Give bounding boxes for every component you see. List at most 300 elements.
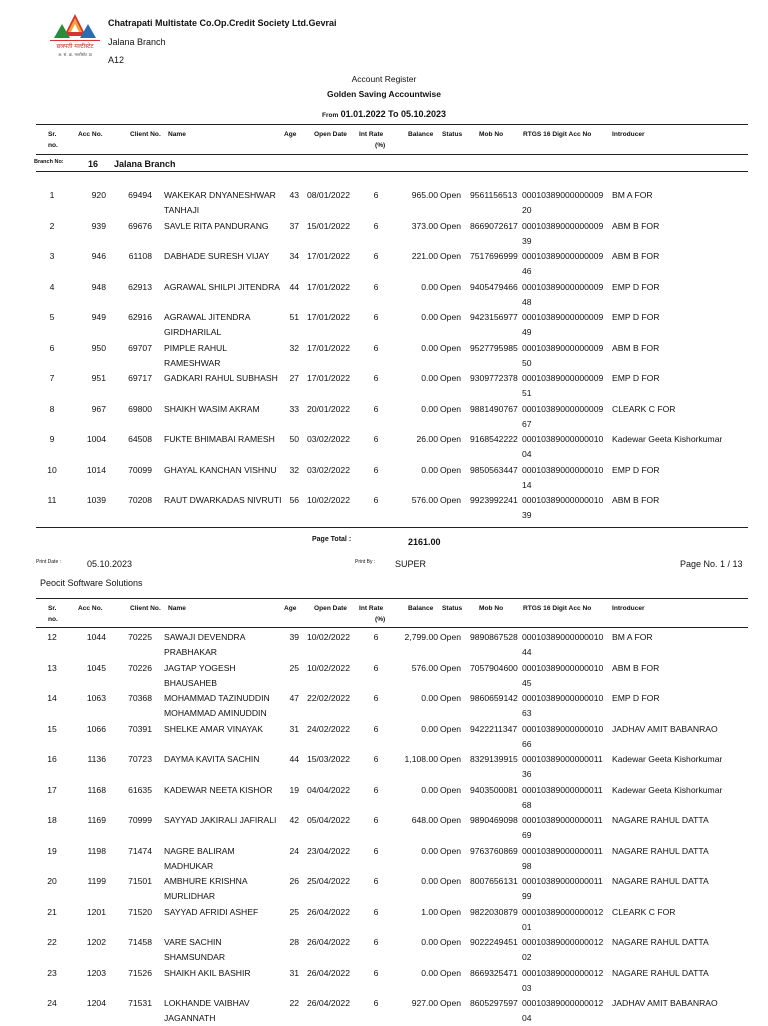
cell-status: Open <box>440 815 462 825</box>
cell-name: VARE SACHIN SHAMSUNDAR <box>164 937 226 962</box>
range-dates: 01.01.2022 To 05.10.2023 <box>340 109 447 119</box>
cell-acc: 1136 <box>87 754 106 764</box>
cell-bal: 1,108.00 <box>404 754 438 764</box>
table-row <box>0 341 768 371</box>
cell-int: 6 <box>373 754 379 764</box>
cell-sr: 2 <box>49 220 55 231</box>
cell-bal: 0.00 <box>421 967 438 978</box>
cell-client: 71474 <box>128 845 152 856</box>
cell-bal: 576.00 <box>411 662 438 673</box>
cell-mob: 9561156513 <box>470 190 518 200</box>
col2-bal: Balance <box>408 605 434 612</box>
cell-open: 17/01/2022 <box>306 342 350 353</box>
cell-int: 6 <box>373 967 379 978</box>
cell-int: 6 <box>373 434 379 444</box>
branch-code: A12 <box>108 55 125 65</box>
cell-open: 20/01/2022 <box>306 403 350 414</box>
cell-mob: 9890469098 <box>470 815 518 825</box>
cell-int: 6 <box>373 495 379 505</box>
cell-acc: 967 <box>91 403 106 414</box>
cell-rtgs: 0001038900000001136 <box>522 754 603 779</box>
col-name: Name <box>168 131 186 138</box>
cell-int: 6 <box>373 784 379 795</box>
col-age: Age <box>284 131 297 138</box>
cell-sr: 24 <box>47 998 57 1008</box>
cell-age: 33 <box>289 403 299 414</box>
cell-sr: 17 <box>47 784 57 795</box>
cell-bal: 0.00 <box>421 723 438 734</box>
cell-client: 70391 <box>128 723 152 734</box>
cell-intro: NAGARE RAHUL DATTA <box>612 815 709 825</box>
page-total-rule <box>36 527 748 528</box>
cell-age: 37 <box>289 220 299 231</box>
cell-sr: 18 <box>47 815 57 825</box>
cell-mob: 8007656131 <box>470 876 518 886</box>
col-rtgs: RTGS 16 Digit Acc No <box>523 131 592 138</box>
col2-int2: (%) <box>375 616 386 623</box>
cell-status: Open <box>440 937 462 947</box>
cell-acc: 1004 <box>86 434 106 444</box>
cell-name: MOHAMMAD TAZINUDDIN MOHAMMAD AMINUDDIN <box>164 693 270 718</box>
cell-name: JAGTAP YOGESH BHAUSAHEB <box>164 662 236 688</box>
cell-client: 69707 <box>128 342 152 353</box>
cell-sr: 19 <box>47 845 57 856</box>
table-row <box>0 813 768 843</box>
cell-status: Open <box>440 967 462 978</box>
cell-status: Open <box>440 464 462 475</box>
report-range <box>0 109 768 119</box>
cell-bal: 927.00 <box>411 998 438 1008</box>
cell-name: NAGRE BALIRAM MADHUKAR <box>164 845 235 871</box>
col2-name: Name <box>168 605 186 612</box>
cell-age: 25 <box>289 662 299 673</box>
cell-rtgs: 0001038900000001202 <box>522 937 604 962</box>
cell-sr: 9 <box>49 434 55 444</box>
cell-name: AGRAWAL SHILPI JITENDRA <box>164 281 281 292</box>
col-sr2: no. <box>48 142 58 149</box>
cell-rtgs: 0001038900000001044 <box>522 632 604 657</box>
society-logo <box>44 12 106 62</box>
cell-int: 6 <box>373 662 379 673</box>
cell-bal: 0.00 <box>421 373 438 383</box>
cell-age: 24 <box>289 845 299 856</box>
cell-intro: NAGARE RAHUL DATTA <box>612 967 709 978</box>
cell-int: 6 <box>373 312 379 322</box>
cell-client: 71458 <box>128 937 152 947</box>
cell-rtgs: 0001038900000000949 <box>522 312 604 337</box>
col-acc: Acc No. <box>78 131 103 138</box>
cell-client: 70368 <box>128 693 152 703</box>
cell-open: 26/04/2022 <box>306 998 350 1008</box>
cell-rtgs: 0001038900000000939 <box>522 220 604 246</box>
cell-mob: 9168542222 <box>470 434 518 444</box>
cell-intro: ABM B FOR <box>612 662 660 673</box>
cell-sr: 3 <box>49 251 55 261</box>
logo-subtext: अ. सं. क्र. मल्टीस्टेट प्रा <box>58 52 92 57</box>
logo-text: छत्रपती मल्टीस्टेट <box>56 43 94 50</box>
table-row <box>0 219 768 249</box>
cell-name: WAKEKAR DNYANESHWAR TANHAJI <box>164 190 276 215</box>
cell-sr: 20 <box>47 876 57 886</box>
cell-open: 08/01/2022 <box>306 190 350 200</box>
col2-status: Status <box>442 605 463 612</box>
cell-mob: 9850563447 <box>470 464 518 475</box>
cell-rtgs: 0001038900000001198 <box>522 845 603 871</box>
cell-age: 19 <box>289 784 299 795</box>
cell-client: 64508 <box>128 434 152 444</box>
cell-open: 03/02/2022 <box>306 464 350 475</box>
cell-acc: 948 <box>91 281 106 292</box>
col2-mob: Mob No <box>479 605 504 612</box>
cell-intro: EMP D FOR <box>612 464 660 475</box>
cell-open: 03/02/2022 <box>306 434 350 444</box>
cell-rtgs: 0001038900000001204 <box>522 998 604 1023</box>
cell-bal: 26.00 <box>416 434 438 444</box>
table-row <box>0 432 768 462</box>
cell-client: 70226 <box>128 662 152 673</box>
range-prefix: From <box>321 112 339 119</box>
cell-open: 17/01/2022 <box>306 251 350 261</box>
cell-age: 32 <box>289 342 299 353</box>
cell-intro: Kadewar Geeta Kishorkumar <box>612 434 723 444</box>
cell-mob: 9405479466 <box>470 281 518 292</box>
cell-name: DABHADE SURESH VIJAY <box>164 251 270 261</box>
cell-client: 69676 <box>128 220 152 231</box>
cell-status: Open <box>440 342 462 353</box>
cell-age: 44 <box>289 281 299 292</box>
cell-sr: 16 <box>47 754 57 764</box>
cell-mob: 9890867528 <box>470 632 518 642</box>
cell-age: 25 <box>289 906 299 917</box>
cell-acc: 1066 <box>86 723 106 734</box>
cell-status: Open <box>440 784 462 795</box>
cell-client: 70999 <box>128 815 152 825</box>
header-top-rule <box>36 124 748 125</box>
cell-bal: 221.00 <box>411 251 438 261</box>
table-row <box>0 188 768 218</box>
cell-bal: 0.00 <box>421 342 438 353</box>
cell-age: 22 <box>289 998 299 1008</box>
cell-open: 22/02/2022 <box>306 693 350 703</box>
cell-bal: 2,799.00 <box>404 632 438 642</box>
cell-status: Open <box>440 251 462 261</box>
cell-age: 27 <box>289 373 299 383</box>
cell-age: 47 <box>289 693 299 703</box>
header-bottom-rule <box>36 154 748 155</box>
col2-acc: Acc No. <box>78 605 103 612</box>
cell-sr: 10 <box>47 464 57 475</box>
table-row <box>0 463 768 493</box>
cell-int: 6 <box>373 845 379 856</box>
cell-sr: 6 <box>49 342 55 353</box>
cell-int: 6 <box>373 220 379 231</box>
cell-int: 6 <box>373 937 379 947</box>
cell-rtgs: 0001038900000001168 <box>522 784 603 810</box>
cell-acc: 1199 <box>87 876 106 886</box>
org-name: Chatrapati Multistate Co.Op.Credit Society Ltd.Gevrai <box>108 18 337 28</box>
cell-int: 6 <box>373 403 379 414</box>
cell-age: 42 <box>289 815 299 825</box>
cell-age: 26 <box>289 876 299 886</box>
cell-acc: 1039 <box>86 495 106 505</box>
table-row <box>0 402 768 432</box>
cell-mob: 9423156977 <box>470 312 518 322</box>
print-date: 05.10.2023 <box>87 559 133 569</box>
table-row <box>0 722 768 752</box>
cell-bal: 965.00 <box>411 190 438 200</box>
cell-bal: 0.00 <box>421 937 438 947</box>
cell-intro: EMP D FOR <box>612 312 660 322</box>
cell-intro: EMP D FOR <box>612 693 660 703</box>
cell-client: 71520 <box>128 906 152 917</box>
cell-mob: 9422211347 <box>470 723 518 734</box>
cell-acc: 1063 <box>86 693 106 703</box>
cell-int: 6 <box>373 464 379 475</box>
cell-status: Open <box>440 723 462 734</box>
report-subtitle: Golden Saving Accountwise <box>327 89 441 99</box>
cell-age: 32 <box>289 464 299 475</box>
table-row <box>0 630 768 660</box>
cell-name: AMBHURE KRISHNA MURLIDHAR <box>164 876 248 901</box>
cell-int: 6 <box>373 251 379 261</box>
cell-sr: 4 <box>49 281 55 292</box>
table-row <box>0 310 768 340</box>
cell-intro: Kadewar Geeta Kishorkumar <box>612 754 723 764</box>
cell-name: LOKHANDE VAIBHAV JAGANNATH <box>164 998 250 1023</box>
branch-no-value: 16 <box>88 159 99 169</box>
print-by-label: Print By : <box>355 559 376 565</box>
cell-bal: 0.00 <box>421 784 438 795</box>
cell-acc: 1168 <box>87 784 106 795</box>
table-row <box>0 966 768 996</box>
cell-client: 69800 <box>128 403 152 414</box>
cell-rtgs: 0001038900000001201 <box>522 906 604 932</box>
cell-acc: 1198 <box>87 845 106 856</box>
cell-rtgs: 0001038900000001203 <box>522 967 604 993</box>
cell-acc: 1044 <box>86 632 106 642</box>
cell-name: SHAIKH AKIL BASHIR <box>164 967 251 978</box>
col-int: Int Rate <box>359 131 384 138</box>
cell-status: Open <box>440 312 462 322</box>
table-row <box>0 935 768 965</box>
col-mob: Mob No <box>479 131 504 138</box>
page-total-value: 2161.00 <box>408 537 441 547</box>
cell-mob: 7517696999 <box>470 251 518 261</box>
cell-bal: 1.00 <box>421 906 438 917</box>
cell-intro: EMP D FOR <box>612 373 660 383</box>
header2-bottom-rule <box>36 627 748 628</box>
cell-mob: 8605297597 <box>470 998 518 1008</box>
cell-mob: 7057904600 <box>470 662 518 673</box>
cell-bal: 0.00 <box>421 281 438 292</box>
col2-sr: Sr. <box>48 605 57 612</box>
cell-open: 04/04/2022 <box>306 784 350 795</box>
cell-rtgs: 0001038900000000951 <box>522 373 604 398</box>
cell-intro: CLEARK C FOR <box>612 906 676 917</box>
table-row <box>0 691 768 721</box>
cell-open: 26/04/2022 <box>306 937 350 947</box>
col-open: Open Date <box>314 131 347 138</box>
cell-status: Open <box>440 373 462 383</box>
table-row <box>0 996 768 1026</box>
cell-status: Open <box>440 754 462 764</box>
cell-sr: 22 <box>47 937 57 947</box>
cell-mob: 9403500081 <box>470 784 518 795</box>
cell-open: 10/02/2022 <box>306 495 350 505</box>
col2-intro: Introducer <box>612 605 645 612</box>
cell-sr: 12 <box>47 632 57 642</box>
cell-age: 51 <box>289 312 299 322</box>
cell-bal: 576.00 <box>411 495 438 505</box>
column-header <box>0 130 768 156</box>
cell-int: 6 <box>373 693 379 703</box>
cell-name: DAYMA KAVITA SACHIN <box>164 754 260 764</box>
cell-int: 6 <box>373 632 379 642</box>
cell-bal: 648.00 <box>411 815 438 825</box>
cell-int: 6 <box>373 190 379 200</box>
cell-age: 50 <box>289 434 299 444</box>
cell-client: 62916 <box>128 312 152 322</box>
cell-open: 10/02/2022 <box>306 662 350 673</box>
cell-mob: 8329139915 <box>470 754 518 764</box>
cell-mob: 9923992241 <box>470 495 518 505</box>
cell-acc: 1045 <box>86 662 106 673</box>
cell-client: 70099 <box>128 464 152 475</box>
cell-open: 26/04/2022 <box>306 906 350 917</box>
cell-status: Open <box>440 632 462 642</box>
table-row <box>0 905 768 935</box>
cell-acc: 1203 <box>86 967 106 978</box>
cell-acc: 1204 <box>86 998 106 1008</box>
col2-int: Int Rate <box>359 605 384 612</box>
cell-rtgs: 0001038900000000920 <box>522 190 604 215</box>
table-row <box>0 874 768 904</box>
cell-rtgs: 0001038900000000948 <box>522 281 604 307</box>
cell-client: 69717 <box>128 373 152 383</box>
cell-acc: 946 <box>91 251 106 261</box>
cell-acc: 920 <box>91 190 106 200</box>
cell-name: RAUT DWARKADAS NIVRUTI <box>164 495 282 505</box>
cell-client: 62913 <box>128 281 152 292</box>
cell-int: 6 <box>373 373 379 383</box>
cell-rtgs: 0001038900000001066 <box>522 723 604 749</box>
cell-acc: 1014 <box>86 464 106 475</box>
table-row <box>0 371 768 401</box>
cell-name: PIMPLE RAHUL RAMESHWAR <box>164 342 227 368</box>
cell-mob: 9822030879 <box>470 906 518 917</box>
cell-open: 25/04/2022 <box>306 876 350 886</box>
cell-status: Open <box>440 906 462 917</box>
branch-no-name: Jalana Branch <box>114 159 176 169</box>
header2-top-rule <box>36 598 748 599</box>
cell-status: Open <box>440 662 462 673</box>
cell-name: GHAYAL KANCHAN VISHNU <box>164 464 277 475</box>
cell-intro: NAGARE RAHUL DATTA <box>612 937 709 947</box>
cell-acc: 951 <box>91 373 106 383</box>
cell-client: 61635 <box>128 784 152 795</box>
cell-rtgs: 0001038900000000967 <box>522 403 604 429</box>
cell-intro: BM A FOR <box>612 190 653 200</box>
cell-int: 6 <box>373 876 379 886</box>
cell-name: SAVLE RITA PANDURANG <box>164 220 269 231</box>
print-by: SUPER <box>395 559 427 569</box>
cell-status: Open <box>440 403 462 414</box>
cell-client: 70225 <box>128 632 152 642</box>
cell-status: Open <box>440 998 462 1008</box>
cell-int: 6 <box>373 906 379 917</box>
cell-sr: 11 <box>47 495 57 505</box>
cell-acc: 1202 <box>86 937 106 947</box>
cell-mob: 9763760869 <box>470 845 518 856</box>
cell-age: 34 <box>289 251 299 261</box>
cell-intro: BM A FOR <box>612 632 653 642</box>
cell-mob: 9860659142 <box>470 693 518 703</box>
cell-acc: 939 <box>91 220 106 231</box>
cell-mob: 9881490767 <box>470 403 518 414</box>
cell-rtgs: 0001038900000001063 <box>522 693 604 718</box>
cell-rtgs: 0001038900000000950 <box>522 342 604 368</box>
print-date-label: Print Date : <box>36 559 62 565</box>
cell-int: 6 <box>373 281 379 292</box>
cell-mob: 8669325471 <box>470 967 518 978</box>
branch-no-label: Branch No: <box>34 159 64 165</box>
cell-rtgs: 0001038900000001004 <box>522 434 604 459</box>
cell-mob: 9309772378 <box>470 373 518 383</box>
cell-intro: NAGARE RAHUL DATTA <box>612 845 709 856</box>
page-total-label: Page Total : <box>312 536 352 543</box>
cell-name: KADEWAR NEETA KISHOR <box>164 784 273 795</box>
page-number: Page No. 1 / 13 <box>680 559 743 569</box>
cell-sr: 8 <box>49 403 55 414</box>
cell-bal: 0.00 <box>421 693 438 703</box>
cell-rtgs: 0001038900000001014 <box>522 464 604 490</box>
col-status: Status <box>442 131 463 138</box>
cell-mob: 8669072617 <box>470 220 518 231</box>
cell-open: 17/01/2022 <box>306 373 350 383</box>
branch-rule <box>36 171 748 172</box>
cell-sr: 13 <box>47 662 57 673</box>
cell-intro: JADHAV AMIT BABANRAO <box>612 723 718 734</box>
cell-age: 43 <box>289 190 299 200</box>
cell-status: Open <box>440 495 462 505</box>
cell-bal: 0.00 <box>421 464 438 475</box>
table-row <box>0 493 768 523</box>
cell-open: 23/04/2022 <box>306 845 350 856</box>
cell-open: 10/02/2022 <box>306 632 350 642</box>
col-client: Client No. <box>130 131 161 138</box>
table-row <box>0 783 768 813</box>
col-intro: Introducer <box>612 131 645 138</box>
cell-open: 17/01/2022 <box>306 281 350 292</box>
cell-intro: CLEARK C FOR <box>612 403 676 414</box>
cell-bal: 0.00 <box>421 312 438 322</box>
cell-name: FUKTE BHIMABAI RAMESH <box>164 434 275 444</box>
cell-name: SAYYAD AFRIDI ASHEF <box>164 906 259 917</box>
cell-bal: 0.00 <box>421 403 438 414</box>
cell-open: 15/01/2022 <box>306 220 350 231</box>
cell-rtgs: 0001038900000001169 <box>522 815 603 840</box>
cell-bal: 373.00 <box>411 220 438 231</box>
cell-intro: EMP D FOR <box>612 281 660 292</box>
cell-name: SAYYAD JAKIRALI JAFIRALI <box>164 815 277 825</box>
cell-client: 71526 <box>128 967 152 978</box>
cell-rtgs: 0001038900000000946 <box>522 251 604 276</box>
cell-status: Open <box>440 434 462 444</box>
cell-name: SAWAJI DEVENDRA PRABHAKAR <box>164 632 246 657</box>
cell-sr: 1 <box>49 190 55 200</box>
cell-client: 71531 <box>128 998 152 1008</box>
table-row <box>0 249 768 279</box>
